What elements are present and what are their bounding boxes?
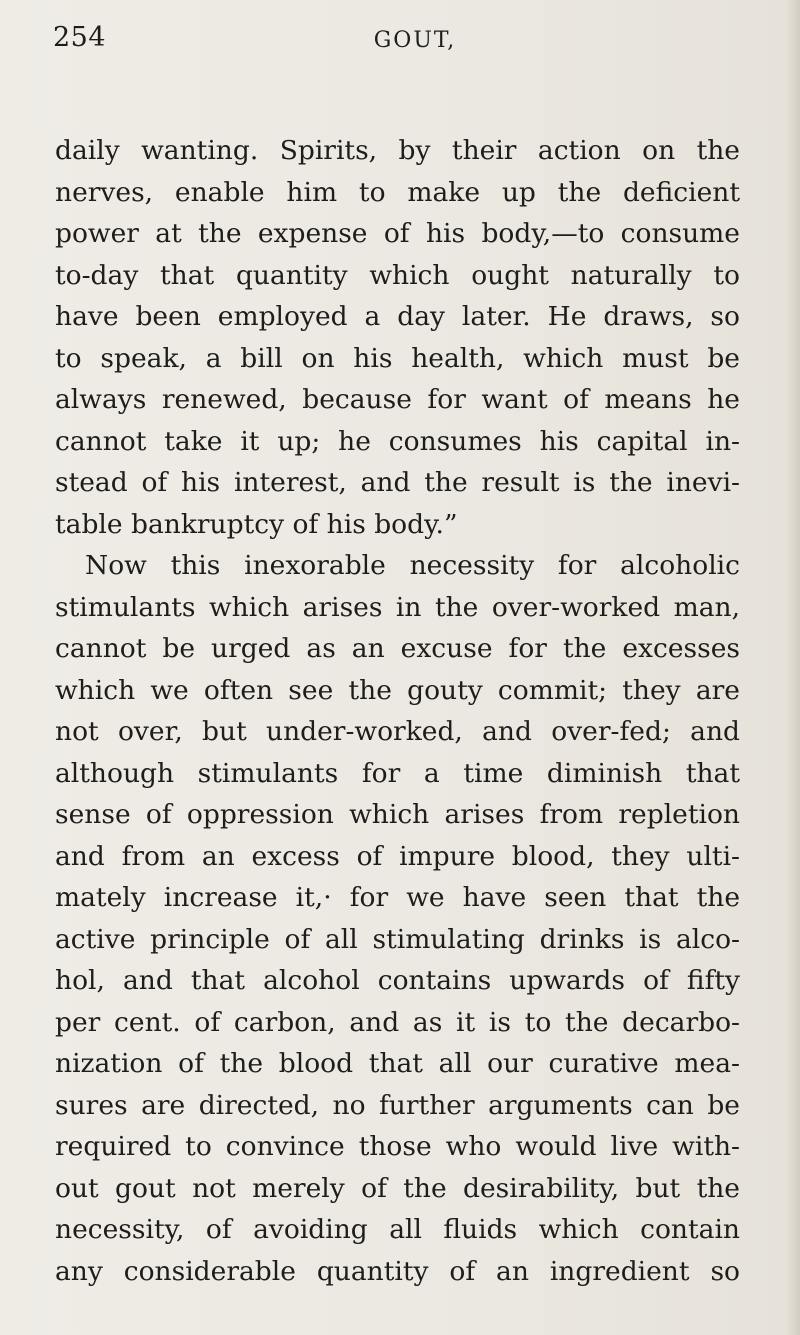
text-line: cannot take it up; he consumes his capital in- [55,425,740,457]
paragraph-start-line: Now this inexorable necessity for alcoholic [85,550,740,581]
running-title: GOUT, [373,28,457,53]
body-text [55,130,740,1292]
page-edge-shadow [786,0,800,1335]
text-line: nerves, enable him to make up the deficient [55,176,740,208]
text-line: power at the expense of his body,—to consume [55,218,740,249]
text-line: per cent. of carbon, and as it is to the decarbo- [55,1006,740,1038]
text-line: to speak, a bill on his health, which must be [55,342,740,374]
text-line: always renewed, because for want of means he [55,384,740,415]
text-line: not over, but under-worked, and over-fed; and [55,716,740,747]
text-line: table bankruptcy of his body.” [55,508,458,540]
text-line: have been employed a day later. He draws, so [55,301,740,332]
page-number: 254 [53,22,107,53]
text-line: necessity, of avoiding all fluids which contain [55,1214,740,1245]
text-line: cannot be urged as an excuse for the excesses [55,633,740,664]
text-line: although stimulants for a time diminish that [55,757,740,789]
text-line: daily wanting. Spirits, by their action on the [55,135,740,166]
text-line: sense of oppression which arises from repletion [55,799,740,830]
text-line: any considerable quantity of an ingredient so [55,1255,740,1287]
text-line: stead of his interest, and the result is the inevi- [55,467,740,498]
text-line: sures are directed, no further arguments can be [55,1089,740,1121]
text-line: stimulants which arises in the over-worked man, [55,591,740,623]
text-line: hol, and that alcohol contains upwards of fifty [55,965,740,996]
text-line: nization of the blood that all our curative mea- [55,1048,740,1079]
text-line: required to convince those who would live with- [55,1131,740,1162]
text-line: and from an excess of impure blood, they ulti- [55,840,740,872]
text-line: out gout not merely of the desirability, but the [55,1172,740,1204]
text-line: active principle of all stimulating drinks is alco- [55,923,740,955]
text-line: which we often see the gouty commit; they are [55,674,740,706]
text-line: to-day that quantity which ought naturally to [55,259,740,291]
text-line: mately increase it,· for we have seen that the [55,882,740,913]
